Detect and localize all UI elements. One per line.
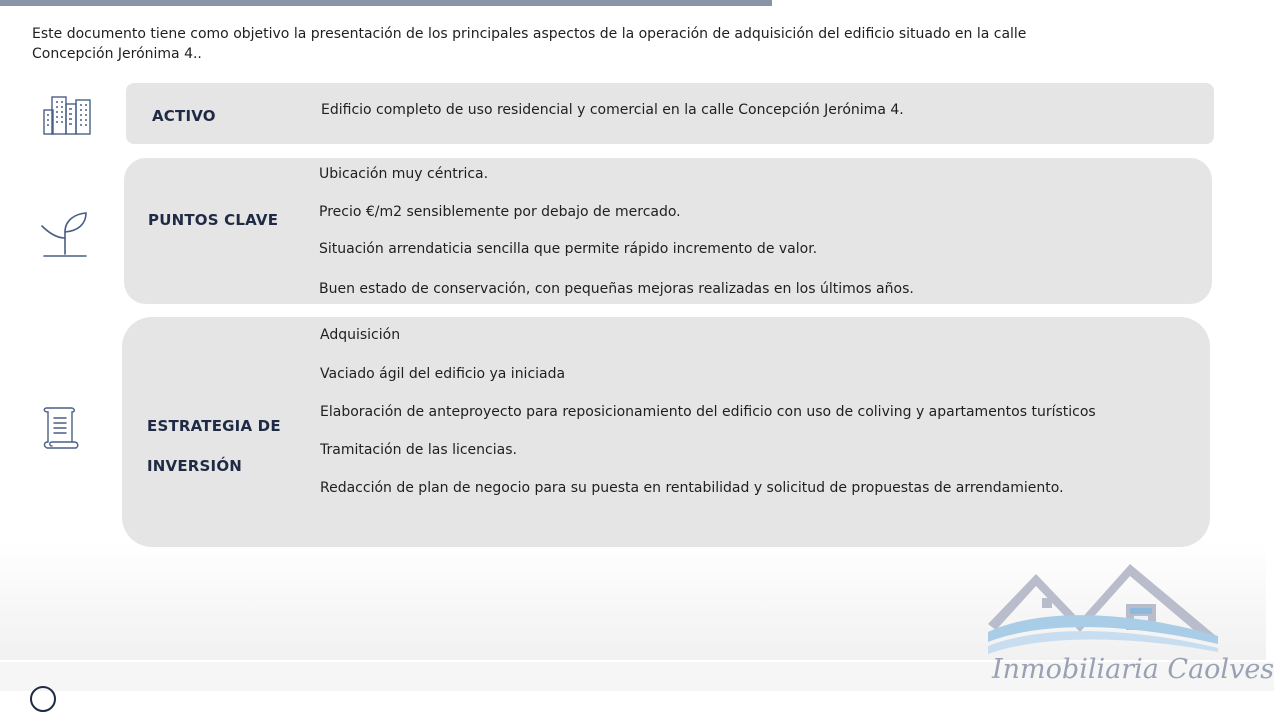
circle-icon	[30, 686, 56, 712]
section-label-line1: ESTRATEGIA DE	[147, 417, 281, 435]
building-icon	[42, 94, 94, 136]
section-item: Edificio completo de uso residencial y comercial en la calle Concepción Jerónima 4.	[321, 102, 904, 118]
section-item: Buen estado de conservación, con pequeñas mejoras realizadas en los últimos años.	[319, 281, 914, 297]
section-item: Precio €/m2 sensiblemente por debajo de mercado.	[319, 204, 681, 220]
section-item: Vaciado ágil del edificio ya iniciada	[320, 366, 566, 382]
section-label: ACTIVO	[152, 107, 216, 125]
section-item: Tramitación de las licencias.	[320, 442, 517, 458]
section-item: Situación arrendaticia sencilla que permite rápido incremento de valor.	[319, 241, 818, 257]
company-logo	[984, 562, 1274, 688]
section-item: Elaboración de anteproyecto para reposicionamiento del edificio con uso de coliving y apartamentos turísticos	[320, 404, 1096, 420]
logo-wordmark: Inmobiliaria Caolves	[992, 654, 1274, 685]
scroll-icon	[40, 406, 82, 450]
section-label-line2: INVERSIÓN	[147, 457, 243, 475]
intro-paragraph: Este documento tiene como objetivo la presentación de los principales aspectos de la operación de adquisición del edificio situado en la calle Concepción Jerónima 4..	[32, 26, 1027, 62]
sprout-icon	[40, 208, 90, 260]
section-item: Adquisición	[320, 327, 401, 343]
top-accent-bar	[0, 0, 772, 6]
section-item: Ubicación muy céntrica.	[319, 166, 489, 182]
section-label: PUNTOS CLAVE	[148, 211, 279, 229]
section-item: Redacción de plan de negocio para su puesta en rentabilidad y solicitud de propuestas de arrendamiento.	[320, 480, 1064, 496]
section-estrategia-inversion	[122, 317, 1210, 547]
